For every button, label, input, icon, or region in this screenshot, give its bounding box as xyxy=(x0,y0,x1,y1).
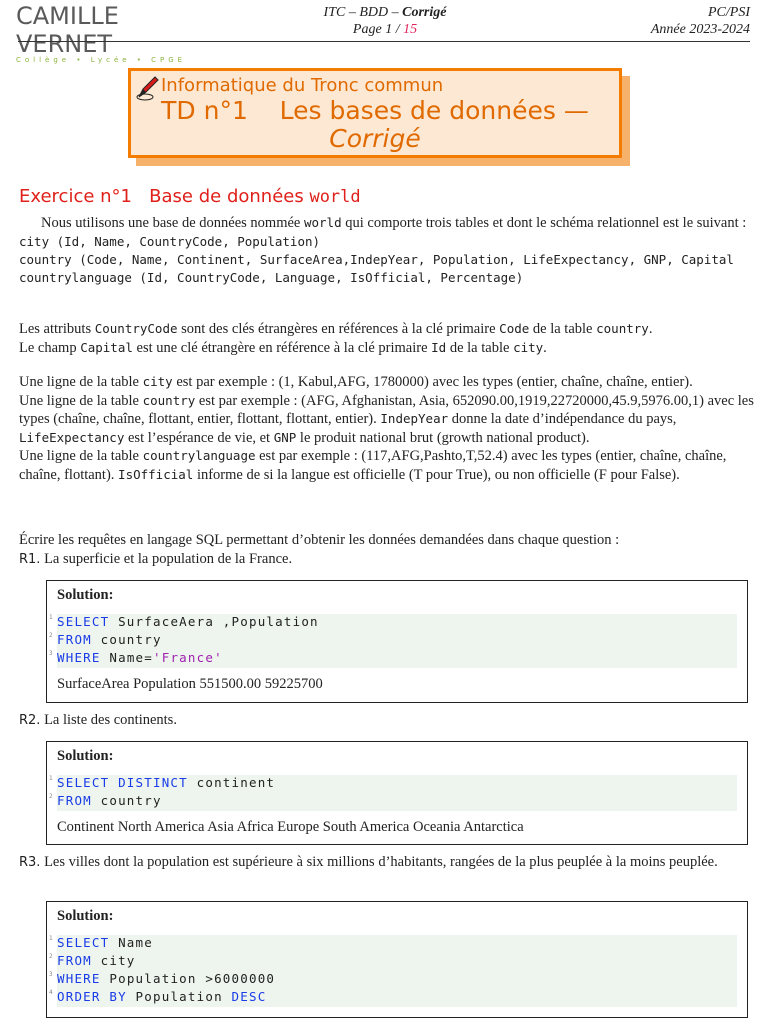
intro-paragraph xyxy=(19,214,759,287)
question-r1 xyxy=(19,551,759,569)
exercise-heading xyxy=(19,186,361,207)
code-line xyxy=(49,935,153,950)
code-line xyxy=(49,650,223,665)
line-number: 4 xyxy=(49,989,53,996)
solution-box-r1 xyxy=(46,580,748,703)
sql-keyword: FROM xyxy=(57,632,92,647)
example-text: le produit national brut (growth national product). xyxy=(296,429,590,446)
title-line1: TD n°1 Les bases de données — xyxy=(161,96,589,125)
sql-keyword: DESC xyxy=(231,989,267,1004)
example-text: est par exemple : (1, Kabul,AFG, 1780000) avec les types (entier, chaîne, chaîne, entier). xyxy=(172,374,693,390)
page-total-link[interactable]: 15 xyxy=(403,22,418,37)
logo-tagline: Collège • Lycée • CPGE xyxy=(16,56,187,64)
example-code: countrylanguage xyxy=(142,448,256,463)
course-label: ITC – BDD – xyxy=(323,5,403,20)
sql-string: 'France' xyxy=(153,650,223,665)
sql-text: continent xyxy=(187,775,276,790)
page-header xyxy=(0,0,768,64)
example-text: donne la date d’indépendance du pays, xyxy=(448,411,677,427)
school-logo xyxy=(16,2,216,64)
solution-box-r2 xyxy=(46,741,748,845)
example-code: IndepYear xyxy=(380,411,449,426)
sql-keyword: SELECT DISTINCT xyxy=(57,775,188,790)
line-number: 1 xyxy=(49,775,53,782)
sql-text: Population >6000000 xyxy=(100,971,276,986)
example-code: country xyxy=(142,392,196,408)
fk-code: country xyxy=(596,321,649,336)
example-text: Une ligne de la table xyxy=(19,374,143,390)
fk-text: de la table xyxy=(446,339,514,356)
code-line xyxy=(49,953,136,968)
header-center xyxy=(260,4,510,38)
schema-countrylanguage: countrylanguage (Id, CountryCode, Language, IsOfficial, Percentage) xyxy=(19,269,524,285)
fk-code: Id xyxy=(431,339,447,355)
fk-text: de la table xyxy=(529,321,597,337)
example-code: city xyxy=(142,374,173,389)
question-text: Les villes dont la population est supérieure à six millions d’habitants, rangées de la plus peuplée à la moins peuplée. xyxy=(44,854,718,870)
code-line xyxy=(49,971,276,986)
question-r3 xyxy=(19,854,759,872)
code-line xyxy=(49,632,162,647)
example-text: est par exemple : (AFG, Afghanistan, Asia, 652090.00,1919,22720000,45.9,5976.00,1) avec les types (chaîne, chaîne, flottant, entier, flottant, flottant, entier). xyxy=(19,392,754,427)
exercise-db-name: world xyxy=(309,187,361,207)
code-line xyxy=(49,775,276,790)
question-number: R3. xyxy=(19,855,41,870)
example-text: informe de si la langue est officielle (T pour True), ou non officielle (F pour False). xyxy=(193,466,680,483)
query-result: Continent North America Asia Africa Europe South America Oceania Antarctica xyxy=(57,819,524,835)
header-right xyxy=(651,4,750,38)
line-number: 3 xyxy=(49,971,53,978)
sql-keyword: SELECT xyxy=(57,614,110,629)
fk-text: est une clé étrangère en référence à la clé primaire xyxy=(132,339,432,356)
year-label: Année 2023-2024 xyxy=(650,22,750,37)
sql-text: SurfaceAera ,Population xyxy=(109,614,319,629)
logo-text: CAMILLE VERNET xyxy=(16,2,119,58)
example-text: est l’espérance de vie, et xyxy=(124,429,274,446)
sql-keyword: WHERE xyxy=(57,971,101,986)
line-number: 1 xyxy=(49,935,53,942)
intro-text-a: Nous utilisons une base de données nommée xyxy=(41,215,304,231)
example-text: Une ligne de la table xyxy=(19,448,143,464)
exercise-heading-text: Exercice n°1 Base de données xyxy=(19,186,310,207)
code-line xyxy=(49,793,162,808)
solution-label: Solution: xyxy=(57,748,114,764)
intro-text-c: qui comporte trois tables et dont le schéma relationnel est le suivant : xyxy=(341,215,747,231)
fk-text: Les attributs xyxy=(19,321,95,337)
class-label: PC/PSI xyxy=(708,5,750,20)
solution-box-r3 xyxy=(46,901,748,1018)
fk-code: Code xyxy=(499,321,530,336)
fk-text: . xyxy=(648,321,653,337)
line-number: 1 xyxy=(49,614,53,621)
page-label: Page 1 / xyxy=(352,22,404,37)
title-line2: Corrigé xyxy=(329,124,421,153)
question-number: R1. xyxy=(19,552,41,567)
header-divider xyxy=(18,41,750,42)
example-code: GNP xyxy=(273,429,297,445)
question-number: R2. xyxy=(19,713,41,728)
query-result: SurfaceArea Population 551500.00 59225700 xyxy=(57,676,323,692)
example-text: Une ligne de la table xyxy=(19,392,143,409)
code-line xyxy=(49,614,319,629)
solution-label: Solution: xyxy=(57,908,114,924)
example-code: LifeExpectancy xyxy=(19,429,125,445)
sql-keyword: ORDER BY xyxy=(57,989,127,1004)
fk-text: Le champ xyxy=(19,339,81,356)
sql-keyword: WHERE xyxy=(57,650,101,665)
example-text: est par exemple : (117,AFG,Pashto,T,52.4) avec les types (entier, chaîne, chaîne, chaîne, flottant). xyxy=(19,448,727,483)
sql-text: city xyxy=(91,953,136,968)
line-number: 2 xyxy=(49,632,53,639)
line-number: 2 xyxy=(49,793,53,800)
intro-db-name: world xyxy=(303,215,342,230)
sql-text: country xyxy=(91,632,162,647)
question-r2 xyxy=(19,712,759,730)
fk-code: city xyxy=(513,339,544,355)
code-line xyxy=(49,989,267,1004)
line-number: 3 xyxy=(49,650,53,657)
page-title xyxy=(131,97,619,153)
sql-keyword: FROM xyxy=(57,953,92,968)
fk-text: . xyxy=(543,339,547,356)
fk-text: sont des clés étrangères en références à la clé primaire xyxy=(177,321,500,337)
line-number: 2 xyxy=(49,953,53,960)
title-box xyxy=(128,68,622,158)
sql-keyword: SELECT xyxy=(57,935,110,950)
schema-city: city (Id, Name, CountryCode, Population) xyxy=(19,233,321,249)
example-rows-paragraph xyxy=(19,373,759,484)
title-subtitle: Informatique du Tronc commun xyxy=(161,75,444,96)
question-text: La superficie et la population de la France. xyxy=(44,551,293,567)
sql-text: country xyxy=(91,793,162,808)
sql-text: Population xyxy=(126,989,232,1004)
fk-code: CountryCode xyxy=(94,321,178,336)
instruction: Écrire les requêtes en langage SQL permettant d’obtenir les données demandées dans chaque question : xyxy=(19,532,620,548)
example-code: IsOfficial xyxy=(118,466,194,482)
foreign-key-paragraph xyxy=(19,320,759,357)
solution-label: Solution: xyxy=(57,587,114,603)
sql-text: Name= xyxy=(100,650,153,665)
schema-country: country (Code, Name, Continent, SurfaceArea,IndepYear, Population, LifeExpectancy, GNP, Capital xyxy=(19,251,734,267)
question-text: La liste des continents. xyxy=(44,712,177,728)
sql-keyword: FROM xyxy=(57,793,92,808)
sql-text: Name xyxy=(109,935,153,950)
fk-code: Capital xyxy=(80,339,133,355)
corrige-label: Corrigé xyxy=(402,5,447,20)
